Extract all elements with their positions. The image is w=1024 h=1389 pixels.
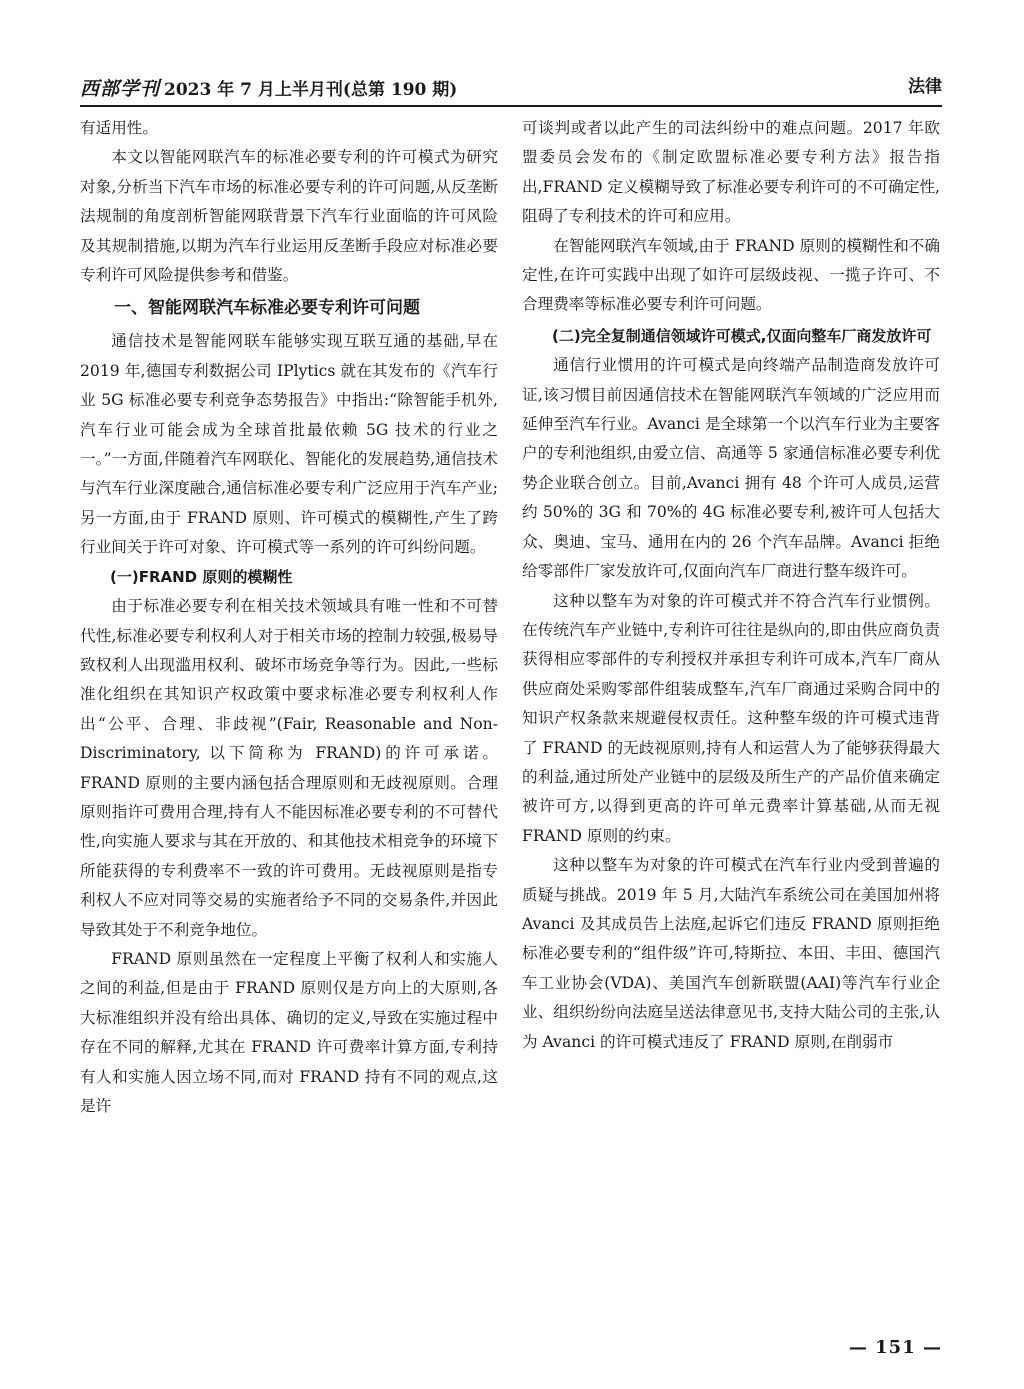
journal-logo: 西部学刊 <box>80 77 161 100</box>
paragraph-frand-definition: 由于标准必要专利在相关技术领域具有唯一性和不可替代性,标准必要专利权利人对于相关市场的控制力较强,极易导致权利人出现滥用权利、破坏市场竞争等行为。因此,一些标准化组织在其知识产权政策中要求标准必要专利权利人作出“公平、合理、非歧视”(Fair, Reasonable and Non-Discriminatory, 以下简称为 FRAND)的许可承诺。FRAND 原则的主要内涵包括合理原则和无歧视原则。合理原则指许可费用合理,持有人不能因标准必要专利的不可替代性,向实施人要求与其在开放的、和其他技术相竞争的环境下所能获得的专利费率不一致的许可费用。无歧视原则是指专利权人不应对同等交易的实施者给予不同的交易条件,并因此导致其处于不利竞争地位。 <box>80 597 498 939</box>
paragraph-continuation: 可谈判或者以此产生的司法纠纷中的难点问题。2017 年欧盟委员会发布的《制定欧盟标准必要专利方法》报告指出,FRAND 定义模糊导致了标准必要专利许可的不可确定性,阻碍了专利技术的许可和应用。 <box>522 119 940 226</box>
paragraph-vehicle-level-licensing: 这种以整车为对象的许可模式并不符合汽车行业惯例。在传统汽车产业链中,专利许可往往是纵向的,即由供应商负责获得相应零部件的专利授权并承担专利许可成本,汽车厂商从供应商处采购零部件组装成整车,汽车厂商通过采购合同中的知识产权条款来规避侵权责任。这种整车级的许可模式违背了 FRAND 的无歧视原则,持有人和运营人为了能够获得最大的利益,通过所处产业链中的层级及所生产的产品价值来确定被许可方,以得到更高的许可单元费率计算基础,从而无视 FRAND 原则的约束。 <box>522 591 940 845</box>
subsection-heading-licensing-model: (二)完全复制通信领域许可模式,仅面向整车厂商发放许可 <box>552 326 932 345</box>
section-label: 法律 <box>908 77 942 97</box>
section-heading-1: 一、智能网联汽车标准必要专利许可问题 <box>114 298 420 319</box>
paragraph-frand-balance: FRAND 原则虽然在一定程度上平衡了权利人和实施人之间的利益,但是由于 FRAND 原则仅是方向上的大原则,各大标准组织并没有给出具体、确切的定义,导致在实施过程中存在不同的解释,尤其在 FRAND 许可费率计算方面,专利持有人和实施人因立场不同,而对 FRAND 持有不同的观点,这是许 <box>80 949 498 1115</box>
header-rule <box>80 105 942 107</box>
paragraph-connected-vehicles: 在智能网联汽车领域,由于 FRAND 原则的模糊性和不确定性,在许可实践中出现了如许可层级歧视、一揽子许可、不合理费率等标准必要专利许可问题。 <box>522 236 940 314</box>
subsection-heading-frand: (一)FRAND 原则的模糊性 <box>110 567 293 586</box>
right-column <box>522 114 940 1057</box>
header-left <box>80 72 457 102</box>
left-column <box>80 114 498 1121</box>
page-number: — 151 — <box>848 1337 942 1358</box>
issue-info: 2023 年 7 月上半月刊(总第 190 期) <box>164 79 458 100</box>
running-header <box>80 72 942 104</box>
paragraph-avanci: 通信行业惯用的许可模式是向终端产品制造商发放许可证,该习惯目前因通信技术在智能网联汽车领域的广泛应用而延伸至汽车行业。Avanci 是全球第一个以汽车行业为主要客户的专利池组织,由爱立信、高通等 5 家通信标准必要专利优势企业联合创立。目前,Avanci 拥有 48 个许可人成员,运营约 50%的 3G 和 70%的 4G 标准必要专利,被许可人包括大众、奥迪、宝马、通用在内的 26 个汽车品牌。Avanci 拒绝给零部件厂家发放许可,仅面向汽车厂商进行整车级许可。 <box>522 356 940 581</box>
paragraph-continuation: 有适用性。 <box>80 119 158 137</box>
paragraph-intro: 本文以智能网联汽车的标准必要专利的许可模式为研究对象,分析当下汽车市场的标准必要专利的许可问题,从反垄断法规制的角度剖析智能网联背景下汽车行业面临的许可风险及其规制措施,以期为汽车行业运用反垄断手段应对标准必要专利许可风险提供参考和借鉴。 <box>80 148 498 285</box>
paragraph-continental-lawsuit: 这种以整车为对象的许可模式在汽车行业内受到普遍的质疑与挑战。2019 年 5 月,大陆汽车系统公司在美国加州将 Avanci 及其成员告上法庭,起诉它们违反 FRAND 原则拒绝标准必要专利的“组件级”许可,特斯拉、本田、丰田、德国汽车工业协会(VDA)、美国汽车创新联盟(AAI)等汽车行业企业、组织纷纷向法庭呈送法律意见书,支持大陆公司的主张,认为 Avanci 的许可模式违反了 FRAND 原则,在削弱市 <box>522 856 940 1051</box>
paragraph-communication-tech: 通信技术是智能网联车能够实现互联互通的基础,早在 2019 年,德国专利数据公司 IPlytics 就在其发布的《汽车行业 5G 标准必要专利竞争态势报告》中指出:“除智能手机外,汽车行业可能会成为全球首批最依赖 5G 技术的行业之一。”一方面,伴随着汽车网联化、智能化的发展趋势,通信技术与汽车行业深度融合,通信标准必要专利广泛应用于汽车产业;另一方面,由于 FRAND 原则、许可模式的模糊性,产生了跨行业间关于许可对象、许可模式等一系列的许可纠纷问题。 <box>80 332 498 557</box>
